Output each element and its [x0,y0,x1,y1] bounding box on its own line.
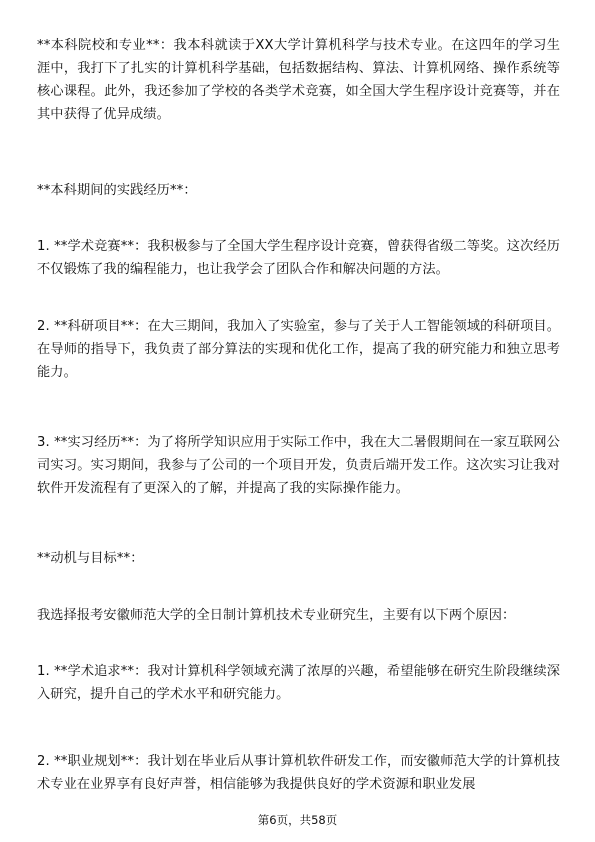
list-item-research-project: 2. **科研项目**：在大三期间，我加入了实验室，参与了关于人工智能领域的科研项目。在导师的指导下，我负责了部分算法的实现和优化工作，提高了我的研究能力和独立思考能力。 [37,319,560,380]
paragraph-undergraduate-background: **本科院校和专业**：我本科就读于XX大学计算机科学与技术专业。在这四年的学习生涯中，我打下了扎实的计算机科学基础，包括数据结构、算法、计算机网络、操作系统等核心课程。此外，我还参加了学校的各类学术竞赛，如全国大学生程序设计竞赛等，并在其中获得了优异成绩。 [37,38,560,122]
list-item-academic-competition: 1. **学术竞赛**：我积极参与了全国大学生程序设计竞赛，曾获得省级二等奖。这次经历不仅锻炼了我的编程能力，也让我学会了团队合作和解决问题的方法。 [37,239,560,277]
heading-undergraduate-practice: **本科期间的实践经历**： [37,183,197,198]
list-item-career-plan: 2. **职业规划**：我计划在毕业后从事计算机软件研发工作，而安徽师范大学的计算机技术专业在业界享有良好声誉，相信能够为我提供良好的学术资源和职业发展 [37,754,560,792]
list-item-internship: 3. **实习经历**：为了将所学知识应用于实际工作中，我在大二暑假期间在一家互联网公司实习。实习期间，我参与了公司的一个项目开发，负责后端开发工作。这次实习让我对软件开发流程有了更深入的了解，并提高了我的实际操作能力。 [37,435,560,496]
heading-motivation-goals: **动机与目标**： [37,551,144,566]
page-number-footer: 第6页，共58页 [257,813,338,827]
paragraph-application-reasons: 我选择报考安徽师范大学的全日制计算机技术专业研究生，主要有以下两个原因： [37,608,516,623]
list-item-academic-pursuit: 1. **学术追求**：我对计算机科学领域充满了浓厚的兴趣，希望能够在研究生阶段继续深入研究，提升自己的学术水平和研究能力。 [37,664,560,702]
